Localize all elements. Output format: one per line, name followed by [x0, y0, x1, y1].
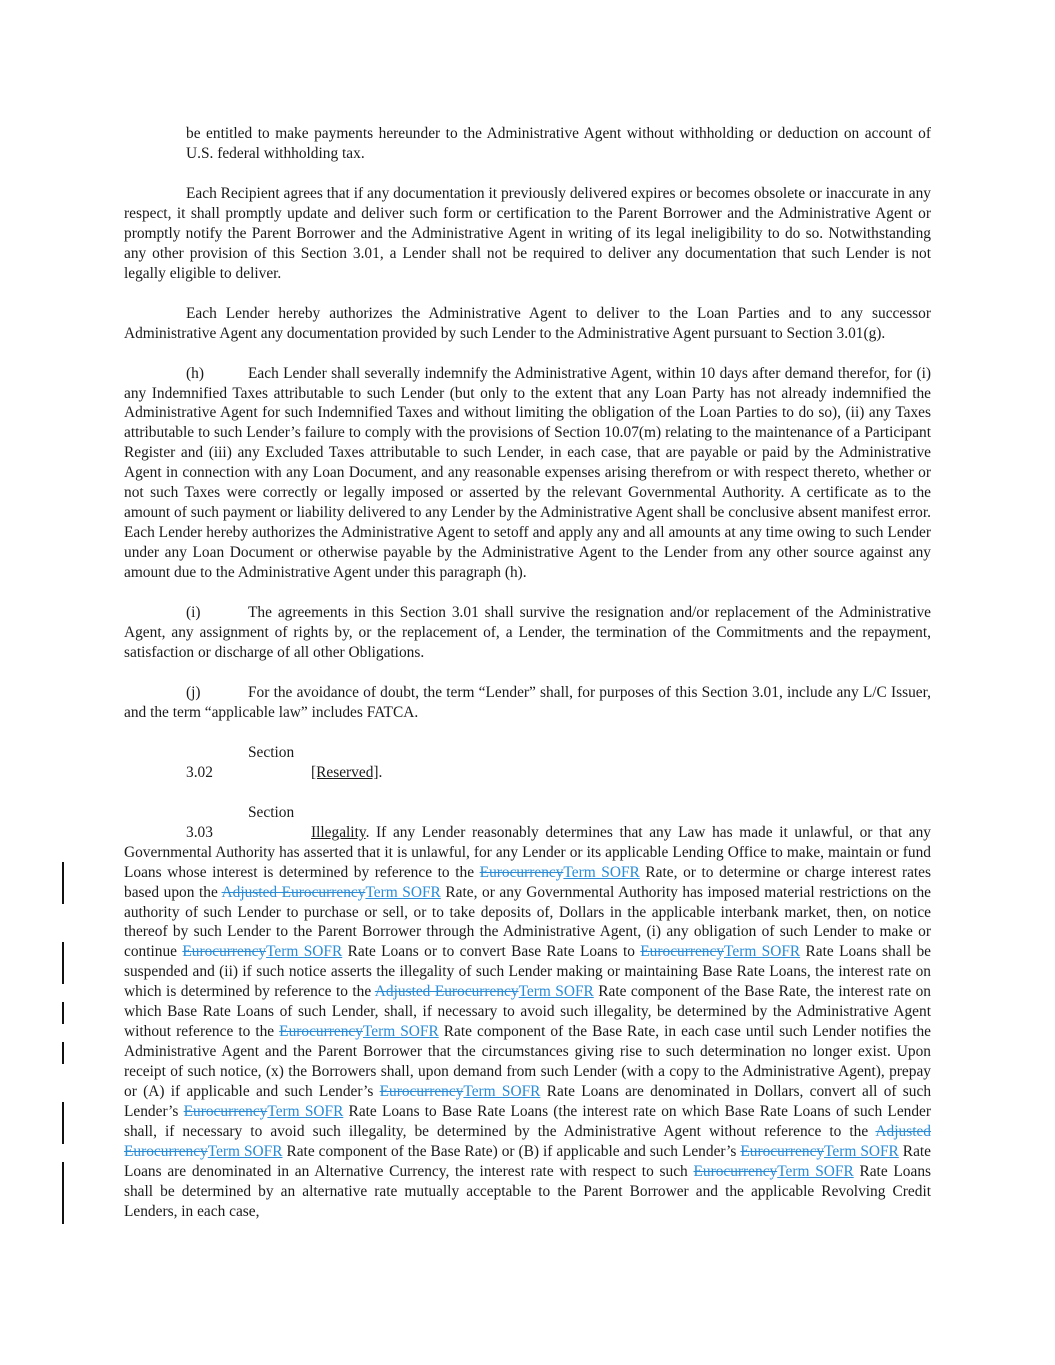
section-3-02: [124, 743, 931, 783]
deleted-text: Eurocurrency: [279, 1023, 363, 1041]
inserted-text: Term SOFR: [365, 883, 441, 901]
inserted-text: Term SOFR: [463, 1083, 541, 1101]
inserted-text: Term SOFR: [777, 1162, 854, 1180]
document-page: [124, 124, 931, 1242]
inserted-text: Term SOFR: [267, 1103, 344, 1121]
section-number: Section 3.02: [186, 743, 295, 781]
inserted-text: Term SOFR: [266, 943, 343, 961]
body-text: Rate Loans shall be determined by an alternative rate mutually acceptable to the Parent Borrower and the applicable Revolving Credit Lenders, in each case,: [124, 1162, 932, 1220]
punctuation: .: [378, 763, 383, 781]
clause-label: (h): [186, 364, 204, 382]
deleted-text: Eurocurrency: [182, 943, 267, 961]
inserted-text: Term SOFR: [724, 943, 801, 961]
clause-text: For the avoidance of doubt, the term “Lender” shall, for purposes of this Section 3.01, include any L/C Issuer, and the term “applicable law” includes FATCA.: [124, 683, 931, 721]
change-bar: [62, 1102, 64, 1144]
change-bar: [62, 1042, 64, 1064]
change-bar: [62, 862, 64, 904]
deleted-text: Eurocurrency: [379, 1083, 464, 1101]
change-bar: [62, 1002, 64, 1024]
body-text: Rate Loans to Base Rate Loans (the interest rate on which Base Rate Loans of such Lender shall, if necessary to avoid such illegality, be determined by the Administrative Agent without reference to the: [124, 1103, 931, 1140]
body-text: Rate Loans are denominated in an Alternative Currency, the interest rate with respect to such: [124, 1142, 932, 1180]
deleted-text: Eurocurrency: [693, 1162, 778, 1180]
section-title: Illegality: [311, 823, 366, 841]
body-text: Rate Loans shall be suspended and (ii) if such notice asserts the illegality of such Lender making or maintaining Base Rate Loans, the interest rate on which is determined by reference to the: [124, 943, 931, 1001]
body-text: Rate component of the Base Rate, the interest rate on which Base Rate Loans of such Lender, shall, if necessary to avoid such illegality, be determined by the Administrative Agent without reference to the: [124, 983, 931, 1041]
paragraph-continuation: be entitled to make payments hereunder to the Administrative Agent without withholding or deduction on account of U.S. federal withholding tax.: [186, 125, 931, 162]
body-text: Rate component of the Base Rate, in each case until such Lender notifies the Administrative Agent and the Parent Borrower that the circumstances giving rise to such determination no longer exist. Upon receipt of such notice, (x) the Borrowers shall, upon demand from such Lender (with a copy to the Administrative Agent), prepay or (A) if applicable and such Lender’s: [124, 1023, 931, 1101]
change-bar: [62, 942, 64, 984]
body-text: . If any Lender reasonably determines that any Law has made it unlawful, or that any Governmental Authority has asserted that it is unlawful, for any Lender or its applicable Lending Office to make, maintain or fund Loans whose interest is determined by reference to the: [124, 823, 931, 881]
deleted-text: Adjusted Eurocurrency: [124, 1122, 931, 1160]
inserted-text: Term SOFR: [563, 863, 640, 881]
clause-text: Each Lender shall severally indemnify the Administrative Agent, within 10 days after demand therefor, for (i) any Indemnified Taxes attributable to such Lender (but only to the extent that any Loan Party has not already indemnified the Administrative Agent for such Indemnified Taxes and without limiting the obligation of the Loan Parties to do so), (ii) any Taxes attributable to such Lender’s failure to comply with the provisions of Section 10.07(m) relating to the maintenance of a Participant Register and (iii) any Excluded Taxes attributable to such Lender, in each case, that are payable or paid by the Administrative Agent in connection with any Loan Document, and any reasonable expenses arising therefrom or with respect thereto, whether or not such Taxes were correctly or legally imposed or asserted by the relevant Governmental Authority. A certificate as to the amount of such payment or liability delivered to any Lender by the Administrative Agent shall be conclusive absent manifest error. Each Lender hereby authorizes the Administrative Agent to setoff and apply any and all amounts at any time owing to such Lender under any Loan Document or otherwise payable by the Administrative Agent to the Lender from any other source against any amount due to the Administrative Agent under this paragraph (h).: [124, 364, 931, 582]
paragraph-lender-authorization: Each Lender hereby authorizes the Administrative Agent to deliver to the Loan Parties and to any successor Administrative Agent any documentation provided by such Lender to the Administrative Agent pursuant to Section 3.01(g).: [124, 304, 931, 342]
deleted-text: Eurocurrency: [479, 863, 564, 881]
inserted-text: Term SOFR: [207, 1142, 283, 1160]
paragraph-recipient-update: Each Recipient agrees that if any documentation it previously delivered expires or becomes obsolete or inaccurate in any respect, it shall promptly update and deliver such form or certification to the Parent Borrower and the Administrative Agent or promptly notify the Parent Borrower and the Administrative Agent in writing of its legal ineligibility to do so. Notwithstanding any other provision of this Section 3.01, a Lender shall not be required to deliver any documentation that such Lender is not legally eligible to deliver.: [124, 184, 931, 282]
deleted-text: Eurocurrency: [640, 943, 725, 961]
change-bar: [62, 1162, 64, 1224]
body-text: Rate Loans or to convert Base Rate Loans to: [342, 943, 641, 961]
deleted-text: Adjusted Eurocurrency: [374, 983, 519, 1001]
body-text: Rate, or to determine or charge interest rates based upon the: [124, 863, 931, 901]
clause-i: [124, 603, 931, 663]
section-title: [Reserved]: [311, 763, 379, 781]
body-text: Rate component of the Base Rate) or (B) if applicable and such Lender’s: [282, 1142, 741, 1160]
deleted-text: Eurocurrency: [183, 1103, 268, 1121]
inserted-text: Term SOFR: [362, 1023, 439, 1041]
clause-text: The agreements in this Section 3.01 shall survive the resignation and/or replacement of the Administrative Agent, any assignment of rights by, or the replacement of, a Lender, the termination of the Commitments and the repayment, satisfaction or discharge of all other Obligations.: [124, 604, 931, 661]
inserted-text: Term SOFR: [824, 1142, 899, 1160]
inserted-text: Term SOFR: [518, 983, 594, 1001]
clause-j: [124, 683, 931, 723]
clause-label: (i): [186, 604, 201, 622]
clause-h: [124, 364, 931, 583]
section-number: Section 3.03: [186, 803, 295, 841]
deleted-text: Adjusted Eurocurrency: [221, 883, 366, 901]
body-text: Rate Loans are denominated in Dollars, convert all of such Lender’s: [124, 1083, 932, 1121]
section-3-03: [124, 803, 931, 1222]
deleted-text: Eurocurrency: [740, 1142, 825, 1160]
body-text: Rate, or any Governmental Authority has imposed material restrictions on the authority of such Lender to purchase or sell, or to take deposits of, Dollars in the applicable interbank market, then, on notice thereof by such Lender to the Parent Borrower through the Administrative Agent, (i) any obligation of such Lender to make or continue: [124, 883, 931, 961]
clause-label: (j): [186, 683, 201, 701]
